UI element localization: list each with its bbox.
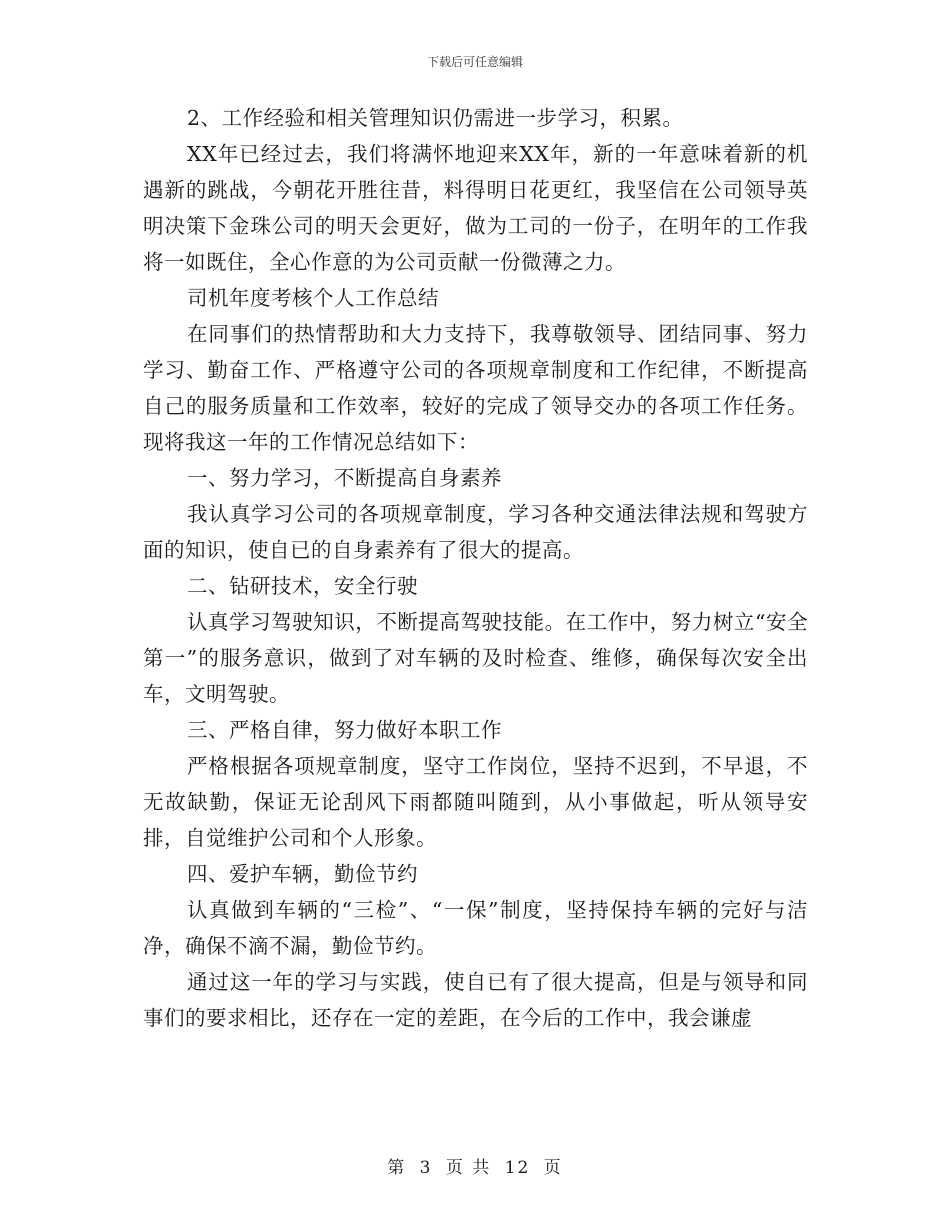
section-title: 司机年度考核个人工作总结 <box>187 286 439 310</box>
page-header: 下载后可任意编辑 <box>426 55 523 69</box>
paragraph-6: 严格根据各项规章制度，坚守工作岗位，坚持不迟到，不早退，不无故缺勤，保证无论刮风下雨都随叫随到，从小事做起，听从领导安排，自觉维护公司和个人形象。 <box>143 754 808 850</box>
paragraph-1: 2、工作经验和相关管理知识仍需进一步学习，积累。 <box>187 106 684 130</box>
page-footer <box>0 1153 950 1178</box>
paragraph-2: XX年已经过去，我们将满怀地迎来XX年，新的一年意味着新的机遇新的跳战，今朝花开胜往昔，料得明日花更红，我坚信在公司领导英明决策下金珠公司的明天会更好，做为工司的一份子，在明年的工作我将一如既住，全心作意的为公司贡献一份微薄之力。 <box>143 142 808 274</box>
footer-suffix: 页 <box>543 1158 563 1178</box>
heading-4: 四、爱护车辆，勤俭节约 <box>187 862 418 886</box>
footer-current-page: 3 <box>419 1158 433 1178</box>
heading-2: 二、钻研技术，安全行驶 <box>187 574 418 598</box>
heading-1: 一、努力学习，不断提高自身素养 <box>187 466 502 490</box>
heading-3: 三、严格自律，努力做好本职工作 <box>187 718 502 742</box>
document-body <box>143 100 808 1036</box>
paragraph-5: 认真学习驾驶知识，不断提高驾驶技能。在工作中，努力树立“安全第一”的服务意识，做到了对车辆的及时检查、维修，确保每次安全出车，文明驾驶。 <box>143 610 808 706</box>
footer-middle: 页 共 <box>445 1158 492 1178</box>
paragraph-8: 通过这一年的学习与实践，使自已有了很大提高，但是与领导和同事们的要求相比，还存在一定的差距，在今后的工作中，我会谦虚 <box>143 970 808 1030</box>
paragraph-4: 我认真学习公司的各项规章制度，学习各种交通法律法规和驾驶方面的知识，使自已的自身素养有了很大的提高。 <box>143 502 808 562</box>
footer-total-pages: 12 <box>504 1158 531 1178</box>
paragraph-3: 在同事们的热情帮助和大力支持下，我尊敬领导、团结同事、努力学习、勤奋工作、严格遵守公司的各项规章制度和工作纪律，不断提高自己的服务质量和工作效率，较好的完成了领导交办的各项工作任务。现将我这一年的工作情况总结如下： <box>143 322 808 454</box>
paragraph-7: 认真做到车辆的“三检”、“一保”制度，坚持保持车辆的完好与洁净，确保不滴不漏，勤俭节约。 <box>143 898 808 958</box>
footer-prefix: 第 <box>387 1158 407 1178</box>
